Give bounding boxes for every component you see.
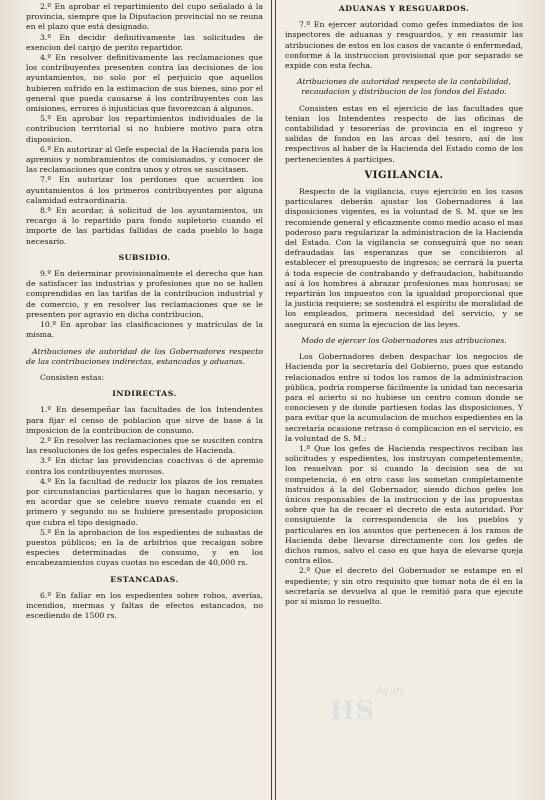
right-column [285, 2, 523, 798]
paragraph: Consisten estas: [40, 372, 105, 382]
column-divider [271, 0, 276, 800]
paragraph: Consisten estas en el ejercicio de las facultades que tenian los Intendentes respecto de las oficinas de contabilidad y tesorerías de provincia en el ingreso y salidas de fondos en las arcas del tesoro, así de los respectivos al haber de la Hacienda del Estado como de los pertenecientes á partícipes. [285, 103, 523, 164]
paragraph: 3.º En dictar las providencias coactivas ó de apremio contra los contribuyentes morosos. [26, 456, 263, 476]
section-heading-indirectas: INDIRECTAS. [112, 389, 177, 399]
paragraph: 5.º En la aprobacion de los espedientes de subastas de puestos públicos; en la de arbitrios que recaigan sobre especies determinadas de consumo, y en los encabezamientos cuyas cuotas no escedan de 40,000 rs. [26, 527, 263, 568]
paragraph: 1.º En desempeñar las facultades de los Intendentes para fijar el censo de poblacion que sirve de base á la imposicion de la contribucion de consumo. [26, 405, 263, 435]
paragraph: 7.º En ejercer autoridad como gefes inmediatos de los inspectores de aduanas y resguardos, y en reasumir las atribuciones de estos en los casos de vacante ó enfermedad, conforme á la instruccion provisional que por separado se expide con esta fecha. [285, 20, 523, 71]
italic-subheading: Atribuciones de autoridad respecto de la contabilidad, recaudacion y distribucion de los fondos del Estado. [297, 77, 511, 97]
paragraph: Los Gobernadores deben despachar los negocios de Hacienda por la secretaría del Gobierno, pues que estando relacionados entre sí todos los ramos de la administracion pública, podría romperse fácilmente la unidad tan necesaria para el acierto si no hubiese un centro comun donde se conociesen y de donde partiesen todas las disposiciones. Y para evitar que la acumulacion de muchos espedientes en la secretaría ocasione retraso ó complicacion en el servicio, es la voluntad de S. M.: [285, 352, 523, 443]
paragraph: 5.º En aprobar los repartimientos individuales de la contribucion territorial si no hubiere motivo para otra disposicion. [26, 114, 263, 144]
watermark-logo: HS [330, 696, 376, 726]
watermark-text: Ayun [376, 684, 404, 697]
section-heading-aduanas: ADUANAS Y RESGUARDOS. [338, 4, 470, 13]
paragraph: 3.º En decidir definitivamente las solicitudes de exencion del cargo de perito repartidor. [26, 32, 263, 52]
paragraph: 2.º En resolver las reclamaciones que se susciten contra las resoluciones de los gefes especiales de Hacienda. [26, 435, 263, 456]
italic-subheading: Modo de ejercer los Gobernadores sus atribuciones. [301, 335, 507, 345]
section-heading-estancadas: ESTANCADAS. [110, 574, 179, 584]
paragraph: 6.º En fallar en los espedientes sobre robos, averías, incendios, mermas y faltas de efectos estancados, no escediendo de 1500 rs. [26, 590, 263, 621]
section-heading-vigilancia: VIGILANCIA. [364, 169, 444, 181]
paragraph: 2.º Que el decreto del Gobernador se estampe en el espediente; y sin otro requisito que tomar nota de él en la secretaría se devuelva al que le remitió para que ejecute por sí mismo lo resuelto. [285, 566, 523, 606]
paragraph: 4.º En resolver definitivamente las reclamaciones que los contribuyentes presenten contra las decisiones de los ayuntamientos, no solo por el perjuicio que aquellos hubieren sufrido en la estimacion de sus bienes, sino por el general que pueda causarse á los contribuyentes con las omisiones, errores ó injusticias que favorezcan á algunos. [26, 53, 263, 114]
paragraph: 8.º En acordar, á solicitud de los ayuntamientos, un recargo á lo repartido para fondo supletorio cuando el importe de las partidas fallidas de cada pueblo lo haga necesario. [26, 206, 263, 246]
paragraph: 7.º En autorizar los perdones que acuerden los ayuntamientos á los primeros contribuyentes por alguna calamidad estraordinaria. [26, 175, 263, 205]
paragraph: 4.º En la facultad de reducir los plazos de los remates por circunstancias particulares que lo hagan necesario, y en acordar que se celebre nuevo remate cuando en el primero y segundo no se hubiere presentado proposicion que cubra el tipo designado. [26, 476, 263, 527]
left-column [26, 2, 263, 798]
paragraph: 1.º Que los gefes de Hacienda respectivos reciban las solicitudes y espedientes, los instruyan competentemente, los resuelvan por sí cuando la decision sea de su competencia, ó en otro caso los sometan completamente instruidos á la del Gobernador, siendo dichos gefes los únicos responsables de la instruccion y de las propuestas sobre que ha de recaer el decreto de esta autoridad. Por consiguiente la correspondencia de los pueblos y particulares en los asuntos que pertenecen á los ramos de Hacienda debe llevarse directamente con los gefes de dichos ramos, salvo el caso en que haya de elevarse queja contra ellos. [285, 443, 523, 566]
paragraph: 2.º En aprobar el repartimiento del cupo señalado á la provincia, siempre que la Diputacion provincial no se reuna en el plazo que está designado. [26, 2, 263, 32]
paragraph: Respecto de la vigilancia, cuyo ejercicio en los casos particulares deberán ajustar los Gobernadores á las disposiciones vigentes, es la voluntad de S. M. que se les recomiende general y eficazmente como medio acaso el mas poderoso para regularizar la administracion de la Hacienda del Estado. Con la vigilancia se conseguirá que no sean defraudadas las esperanzas que se concibieron al establecer el presupuesto de ingresos; se cerrará la puerta á toda especie de contrabando y defraudacion, habituando así á los hombres á abrazar profesiones mas honrosas; se repartirán los impuestos con la igualdad proporcional que la justicia requiere; se sostendrá el espíritu de moralidad de los empleados, primera necesidad del servicio, y se asegurará en suma la ejecucion de las leyes. [285, 187, 523, 329]
paragraph: 10.º En aprobar las clasificaciones y matrículas de la misma. [26, 320, 263, 340]
italic-subheading: Atribuciones de autoridad de los Gobernadores respecto de las contribuciones indirectas, estancadas y aduanas. [26, 346, 263, 366]
section-heading-subsidio: SUBSIDIO. [118, 252, 171, 262]
paragraph: 6.º En autorizar al Gefe especial de la Hacienda para los apremios y nombramientos de comisionados, y conocer de las reclamaciones que contra unos y otros se suscitasen. [26, 144, 263, 175]
paragraph: 9.º En determinar provisionalmente el derecho que han de satisfacer las industrias y profesiones que no se hallen comprendidas en las tarifas de la contribucion industrial y de comercio, y en resolver las reclamaciones que se le presenten por agravio en dicha contribucion. [26, 269, 263, 319]
